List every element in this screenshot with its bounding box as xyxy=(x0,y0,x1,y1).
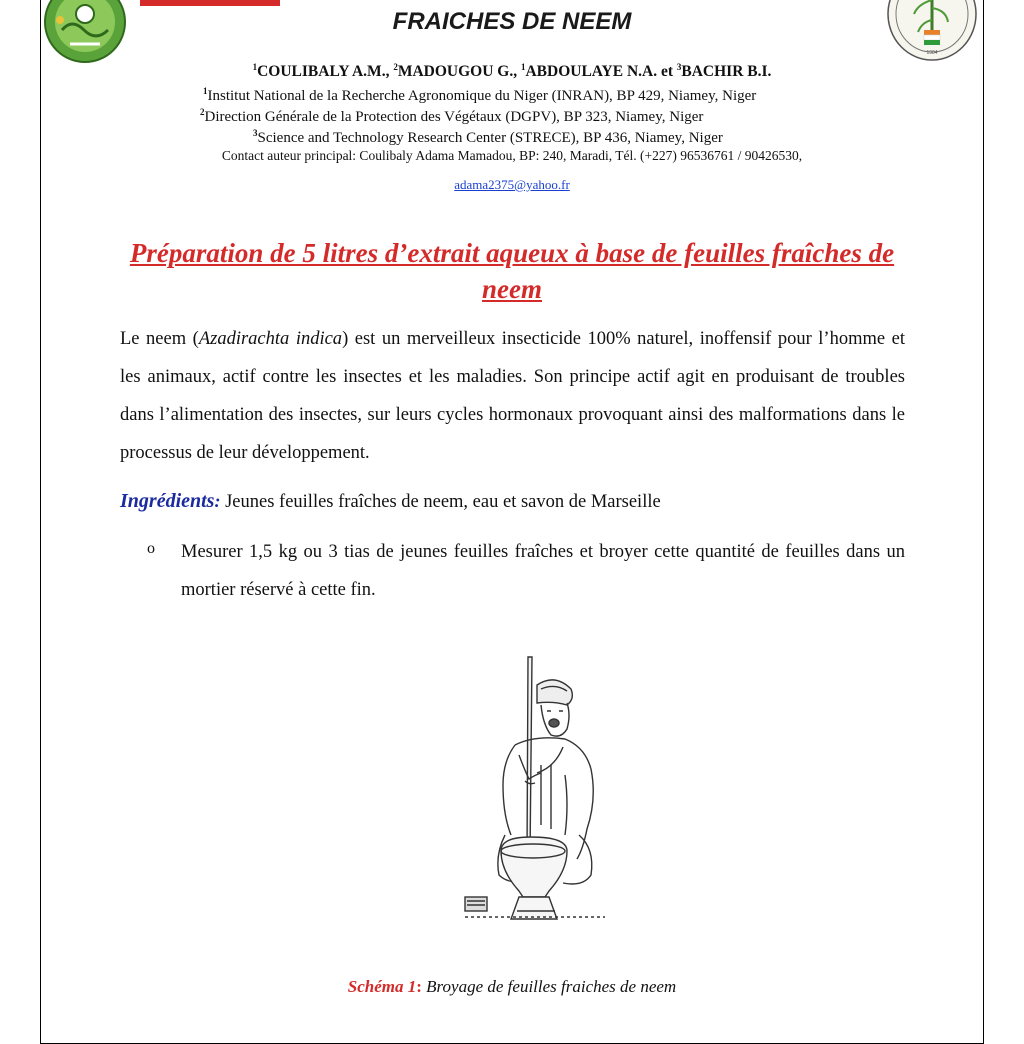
intro-text-1: Le neem ( xyxy=(120,329,199,349)
author-1: COULIBALY A.M., xyxy=(257,63,394,81)
figure-caption xyxy=(0,977,1024,997)
intro-text-2: ) est un merveilleux insecticide 100% naturel, inoffensif pour l’homme et les animaux, actif contre les insectes et les maladies. Son principe actif agit en produisant de troubles dans l’alimentation des insectes, sur leurs cycles hormonaux provoquant ainsi des malformations dans le processus de leur développement. xyxy=(120,329,905,463)
email-link[interactable]: adama2375@yahoo.fr xyxy=(454,177,570,192)
caption-label: Schéma 1 xyxy=(347,977,417,996)
ingredients-colon: : xyxy=(214,491,221,511)
affiliation-3-text: Science and Technology Research Center (STRECE), BP 436, Niamey, Niger xyxy=(257,130,723,146)
bullet-marker: o xyxy=(147,540,155,557)
contact-line: Contact auteur principal: Coulibaly Adama Mamadou, BP: 240, Maradi, Tél. (+227) 96536761 / 90426530, xyxy=(221,148,803,163)
section-heading: Préparation de 5 litres d’extrait aqueux à base de feuilles fraîches de neem xyxy=(129,238,895,304)
author-3: ABDOULAYE N.A. et xyxy=(525,63,677,81)
intro-paragraph xyxy=(120,320,905,472)
affiliation-1 xyxy=(203,86,756,105)
caption-colon: : xyxy=(416,977,422,996)
page-title: FRAICHES DE NEEM xyxy=(392,8,632,35)
authors-line xyxy=(0,62,1024,81)
title-red-bar xyxy=(140,0,280,6)
affiliation-3 xyxy=(253,128,723,147)
step-1-text: Mesurer 1,5 kg ou 3 tias de jeunes feuilles fraîches et broyer cette quantité de feuilles dans un mortier réservé à cette fin. xyxy=(181,542,905,600)
species-name: Azadirachta indica xyxy=(198,329,343,349)
pounding-illustration xyxy=(455,655,605,927)
affiliation-1-sup: 1 xyxy=(203,86,208,96)
author-4: BACHIR B.I. xyxy=(681,63,772,81)
author-3-sup: 1 xyxy=(520,62,526,72)
ingredients-line xyxy=(120,490,661,513)
affiliation-2-sup: 2 xyxy=(200,107,205,117)
author-1-sup: 1 xyxy=(252,62,258,72)
affiliation-1-text: Institut National de la Recherche Agronomique du Niger (INRAN), BP 429, Niamey, Niger xyxy=(207,88,757,104)
affiliation-2-text: Direction Générale de la Protection des Végétaux (DGPV), BP 323, Niamey, Niger xyxy=(204,109,704,125)
ingredients-text: Jeunes feuilles fraîches de neem, eau et savon de Marseille xyxy=(220,492,661,512)
caption-text: Broyage de feuilles fraiches de neem xyxy=(421,977,677,996)
author-4-sup: 3 xyxy=(676,62,682,72)
affiliation-2 xyxy=(200,107,703,126)
author-2-sup: 2 xyxy=(393,62,398,72)
author-2: MADOUGOU G., xyxy=(397,63,521,81)
svg-text:1984: 1984 xyxy=(926,50,938,56)
ingredients-label: Ingrédients xyxy=(120,490,215,512)
affiliation-3-sup: 3 xyxy=(253,128,258,138)
